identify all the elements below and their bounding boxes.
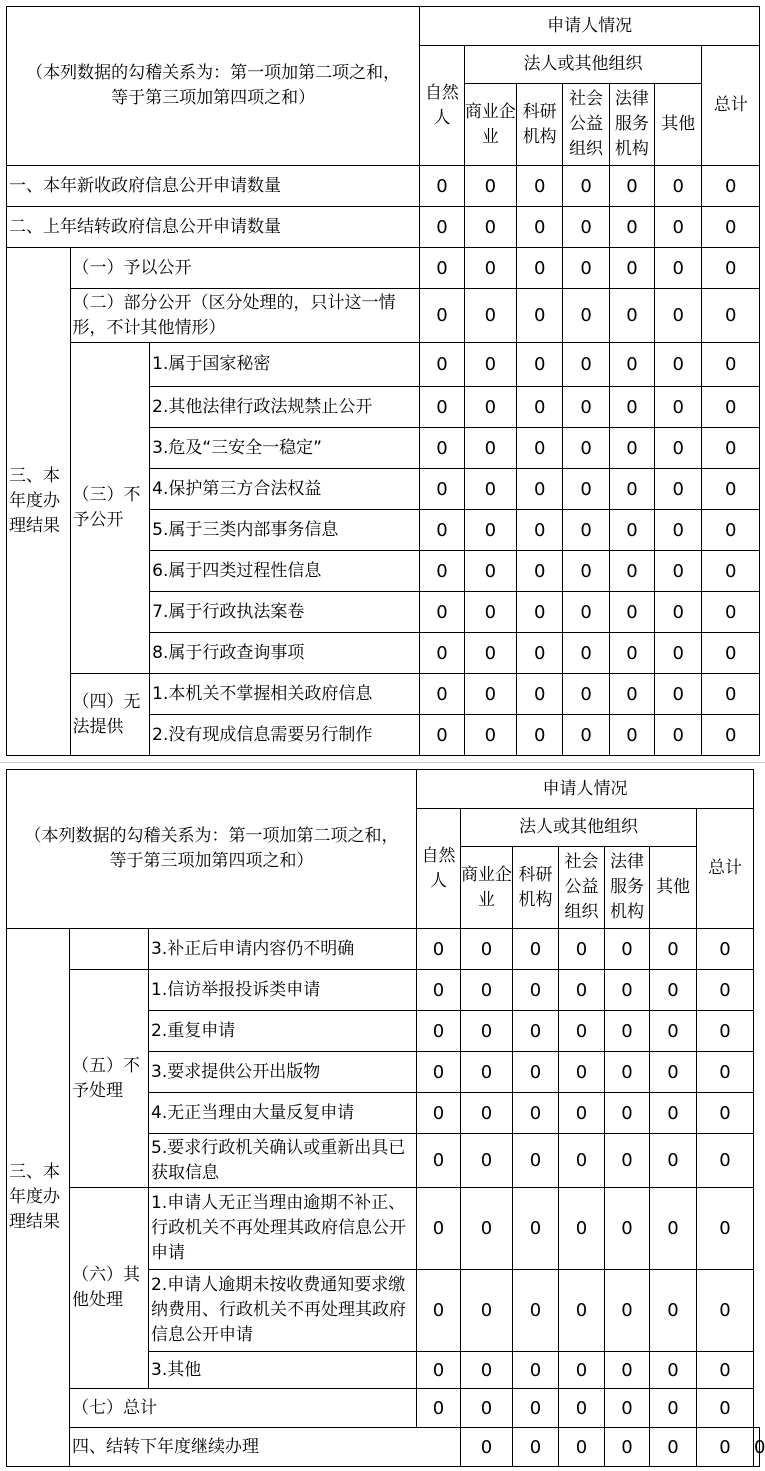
value-cell: 0 (605, 1011, 650, 1052)
value-cell: 0 (420, 248, 464, 289)
value-cell: 0 (702, 551, 760, 592)
org-col-header: 科研机构 (517, 84, 563, 166)
value-cell: 0 (605, 1134, 650, 1188)
value-cell: 0 (655, 428, 702, 469)
row-label: （七）总计 (70, 1389, 417, 1428)
org-col-header: 商业企业 (461, 847, 513, 929)
row-label: 四、结转下年度继续办理 (70, 1428, 461, 1467)
value-cell: 0 (702, 592, 760, 633)
value-cell: 0 (697, 929, 754, 970)
table-row (7, 1188, 760, 1270)
value-cell: 0 (417, 1052, 461, 1093)
row-label: 6.属于四类过程性信息 (150, 551, 420, 592)
value-cell: 0 (559, 929, 605, 970)
value-cell: 0 (697, 1134, 754, 1188)
value-cell: 0 (563, 510, 609, 551)
value-cell: 0 (559, 1052, 605, 1093)
value-cell: 0 (605, 1270, 650, 1352)
value-cell: 0 (420, 715, 464, 756)
row-label: 4.无正当理由大量反复申请 (149, 1093, 417, 1134)
value-cell: 0 (605, 1389, 650, 1428)
value-cell: 0 (559, 1389, 605, 1428)
value-cell: 0 (655, 551, 702, 592)
total-header: 总计 (697, 809, 754, 929)
value-cell: 0 (650, 1270, 697, 1352)
value-cell: 0 (513, 1428, 559, 1467)
value-cell: 0 (702, 469, 760, 510)
table-row (7, 207, 760, 248)
row-label: 4.保护第三方合法权益 (150, 469, 420, 510)
row-label: 8.属于行政查询事项 (150, 633, 420, 674)
legal-org-header: 法人或其他组织 (464, 46, 702, 84)
value-cell: 0 (517, 510, 563, 551)
row-label: （一）予以公开 (70, 248, 420, 289)
value-cell: 0 (702, 166, 760, 207)
value-cell: 0 (513, 1052, 559, 1093)
value-cell: 0 (609, 551, 654, 592)
value-cell: 0 (655, 510, 702, 551)
value-cell: 0 (702, 633, 760, 674)
applicant-header: 申请人情况 (417, 770, 754, 809)
table-row (7, 343, 760, 387)
value-cell: 0 (417, 1270, 461, 1352)
value-cell: 0 (559, 1270, 605, 1352)
value-cell: 0 (650, 929, 697, 970)
value-cell: 0 (702, 510, 760, 551)
value-cell: 0 (513, 1011, 559, 1052)
value-cell: 0 (650, 970, 697, 1011)
value-cell: 0 (420, 469, 464, 510)
value-cell: 0 (655, 207, 702, 248)
row-label: 5.要求行政机关确认或重新出具已获取信息 (149, 1134, 417, 1188)
value-cell: 0 (464, 343, 516, 387)
deny-group-label: （三）不予公开 (70, 343, 150, 674)
no-process-group-label: （五）不予处理 (70, 970, 149, 1188)
value-cell: 0 (420, 343, 464, 387)
table-row (7, 929, 760, 970)
value-cell: 0 (420, 166, 464, 207)
value-cell: 0 (563, 207, 609, 248)
row-label: 2.重复申请 (149, 1011, 417, 1052)
value-cell: 0 (609, 469, 654, 510)
row-label: 2.没有现成信息需要另行制作 (150, 715, 420, 756)
value-cell: 0 (420, 510, 464, 551)
value-cell: 0 (464, 715, 516, 756)
value-cell: 0 (609, 428, 654, 469)
value-cell: 0 (420, 289, 464, 343)
table-row (7, 166, 760, 207)
value-cell: 0 (517, 633, 563, 674)
value-cell: 0 (461, 1093, 513, 1134)
value-cell: 0 (517, 289, 563, 343)
value-cell: 0 (650, 1011, 697, 1052)
value-cell: 0 (517, 207, 563, 248)
value-cell: 0 (517, 592, 563, 633)
value-cell: 0 (609, 674, 654, 715)
unable-group-continued (70, 929, 149, 970)
value-cell: 0 (417, 1011, 461, 1052)
value-cell: 0 (417, 1389, 461, 1428)
value-cell: 0 (609, 343, 654, 387)
value-cell: 0 (563, 715, 609, 756)
value-cell: 0 (464, 592, 516, 633)
value-cell: 0 (605, 1428, 650, 1467)
row-label: 5.属于三类内部事务信息 (150, 510, 420, 551)
row-label: 1.本机关不掌握相关政府信息 (150, 674, 420, 715)
value-cell: 0 (697, 1270, 754, 1352)
value-cell: 0 (513, 1389, 559, 1428)
row-label: 1.属于国家秘密 (150, 343, 420, 387)
value-cell: 0 (464, 674, 516, 715)
value-cell: 0 (702, 715, 760, 756)
value-cell: 0 (702, 248, 760, 289)
value-cell: 0 (563, 166, 609, 207)
value-cell: 0 (655, 248, 702, 289)
value-cell: 0 (517, 343, 563, 387)
value-cell: 0 (461, 1134, 513, 1188)
stats-table-part1 (6, 6, 760, 756)
row-label: 二、上年结转政府信息公开申请数量 (7, 207, 420, 248)
value-cell: 0 (559, 1134, 605, 1188)
value-cell: 0 (417, 1093, 461, 1134)
value-cell: 0 (655, 715, 702, 756)
value-cell: 0 (650, 1052, 697, 1093)
value-cell: 0 (609, 248, 654, 289)
value-cell: 0 (563, 428, 609, 469)
value-cell: 0 (609, 592, 654, 633)
value-cell: 0 (517, 387, 563, 428)
value-cell: 0 (702, 289, 760, 343)
applicant-header: 申请人情况 (420, 7, 760, 46)
org-col-header: 社会公益组织 (559, 847, 605, 929)
value-cell: 0 (517, 428, 563, 469)
value-cell: 0 (464, 428, 516, 469)
value-cell: 0 (697, 1428, 754, 1467)
value-cell: 0 (650, 1428, 697, 1467)
value-cell: 0 (605, 970, 650, 1011)
natural-person-header: 自然人 (420, 46, 464, 166)
value-cell: 0 (513, 1093, 559, 1134)
value-cell: 0 (609, 387, 654, 428)
unable-group-label: （四）无法提供 (70, 674, 150, 756)
value-cell: 0 (513, 970, 559, 1011)
value-cell: 0 (461, 929, 513, 970)
total-header: 总计 (702, 46, 760, 166)
value-cell: 0 (609, 289, 654, 343)
row-label: 1.申请人无正当理由逾期不补正、行政机关不再处理其政府信息公开申请 (149, 1188, 417, 1270)
org-col-header: 其他 (650, 847, 697, 929)
value-cell: 0 (655, 343, 702, 387)
other-process-group-label: （六）其他处理 (70, 1188, 149, 1389)
value-cell: 0 (420, 674, 464, 715)
table-row (7, 1428, 760, 1467)
value-cell: 0 (513, 1134, 559, 1188)
row-label: 1.信访举报投诉类申请 (149, 970, 417, 1011)
value-cell: 0 (517, 166, 563, 207)
value-cell: 0 (461, 1389, 513, 1428)
value-cell: 0 (697, 1052, 754, 1093)
value-cell: 0 (605, 1052, 650, 1093)
value-cell: 0 (697, 970, 754, 1011)
value-cell: 0 (563, 387, 609, 428)
row-label: （二）部分公开（区分处理的，只计这一情形，不计其他情形） (70, 289, 420, 343)
value-cell: 0 (609, 715, 654, 756)
value-cell: 0 (513, 1352, 559, 1389)
value-cell: 0 (655, 469, 702, 510)
value-cell: 0 (650, 1188, 697, 1270)
value-cell: 0 (702, 207, 760, 248)
table-row (7, 1389, 760, 1428)
table-row (7, 289, 760, 343)
value-cell: 0 (417, 970, 461, 1011)
value-cell: 0 (609, 633, 654, 674)
value-cell: 0 (517, 469, 563, 510)
value-cell: 0 (605, 1188, 650, 1270)
value-cell: 0 (464, 387, 516, 428)
table-row (7, 248, 760, 289)
checksum-note-header: （本列数据的勾稽关系为：第一项加第二项之和， 等于第三项加第四项之和） (7, 7, 420, 166)
value-cell: 0 (559, 1093, 605, 1134)
value-cell: 0 (461, 970, 513, 1011)
value-cell: 0 (559, 970, 605, 1011)
value-cell: 0 (563, 248, 609, 289)
result-section-label: 三、本年度办理结果 (7, 929, 70, 1467)
value-cell: 0 (559, 1428, 605, 1467)
value-cell: 0 (702, 674, 760, 715)
value-cell: 0 (563, 551, 609, 592)
value-cell: 0 (517, 551, 563, 592)
value-cell: 0 (655, 387, 702, 428)
value-cell: 0 (464, 510, 516, 551)
value-cell: 0 (420, 207, 464, 248)
value-cell: 0 (517, 248, 563, 289)
org-col-header: 商业企业 (464, 84, 516, 166)
value-cell: 0 (697, 1188, 754, 1270)
value-cell: 0 (461, 1188, 513, 1270)
value-cell: 0 (513, 1188, 559, 1270)
value-cell: 0 (559, 1352, 605, 1389)
value-cell: 0 (609, 166, 654, 207)
row-label: 2.申请人逾期未按收费通知要求缴纳费用、行政机关不再处理其政府信息公开申请 (149, 1270, 417, 1352)
value-cell: 0 (420, 387, 464, 428)
value-cell: 0 (609, 510, 654, 551)
value-cell: 0 (559, 1011, 605, 1052)
row-label: 3.其他 (149, 1352, 417, 1389)
value-cell: 0 (563, 289, 609, 343)
value-cell: 0 (609, 207, 654, 248)
value-cell: 0 (605, 1093, 650, 1134)
value-cell: 0 (563, 592, 609, 633)
value-cell: 0 (513, 929, 559, 970)
value-cell: 0 (702, 387, 760, 428)
value-cell: 0 (697, 1389, 754, 1428)
row-label: 2.其他法律行政法规禁止公开 (150, 387, 420, 428)
checksum-note-header: （本列数据的勾稽关系为：第一项加第二项之和， 等于第三项加第四项之和） (7, 770, 417, 929)
value-cell: 0 (563, 633, 609, 674)
org-col-header: 科研机构 (513, 847, 559, 929)
row-label: 7.属于行政执法案卷 (150, 592, 420, 633)
value-cell: 0 (655, 166, 702, 207)
value-cell: 0 (702, 343, 760, 387)
value-cell: 0 (461, 1011, 513, 1052)
value-cell: 0 (417, 1188, 461, 1270)
org-col-header: 其他 (655, 84, 702, 166)
result-section-label: 三、本年度办理结果 (7, 248, 71, 756)
value-cell: 0 (420, 633, 464, 674)
value-cell: 0 (650, 1352, 697, 1389)
row-label: 3.要求提供公开出版物 (149, 1052, 417, 1093)
value-cell: 0 (420, 592, 464, 633)
natural-person-header: 自然人 (417, 809, 461, 929)
page-divider (0, 762, 765, 763)
value-cell: 0 (464, 248, 516, 289)
value-cell: 0 (650, 1093, 697, 1134)
table-row (7, 970, 760, 1011)
value-cell: 0 (697, 1352, 754, 1389)
table-row (7, 674, 760, 715)
value-cell: 0 (655, 674, 702, 715)
stats-table-part2 (6, 769, 765, 1467)
value-cell: 0 (650, 1389, 697, 1428)
value-cell: 0 (461, 1428, 513, 1467)
value-cell: 0 (464, 289, 516, 343)
value-cell: 0 (417, 1134, 461, 1188)
value-cell: 0 (655, 289, 702, 343)
value-cell: 0 (461, 1270, 513, 1352)
value-cell: 0 (655, 633, 702, 674)
org-col-header: 法律服务机构 (609, 84, 654, 166)
value-cell: 0 (417, 1352, 461, 1389)
value-cell: 0 (517, 674, 563, 715)
value-cell: 0 (697, 1011, 754, 1052)
value-cell: 0 (605, 929, 650, 970)
value-cell: 0 (655, 592, 702, 633)
row-label: 3.危及“三安全一稳定” (150, 428, 420, 469)
value-cell: 0 (464, 469, 516, 510)
value-cell: 0 (420, 428, 464, 469)
value-cell: 0 (417, 929, 461, 970)
value-cell: 0 (464, 207, 516, 248)
org-col-header: 法律服务机构 (605, 847, 650, 929)
org-col-header: 社会公益组织 (563, 84, 609, 166)
value-cell: 0 (605, 1352, 650, 1389)
value-cell: 0 (563, 674, 609, 715)
value-cell: 0 (420, 551, 464, 592)
value-cell: 0 (702, 428, 760, 469)
value-cell: 0 (754, 1428, 760, 1467)
legal-org-header: 法人或其他组织 (461, 809, 697, 847)
value-cell: 0 (464, 633, 516, 674)
value-cell: 0 (563, 343, 609, 387)
value-cell: 0 (563, 469, 609, 510)
value-cell: 0 (464, 166, 516, 207)
row-label: 一、本年新收政府信息公开申请数量 (7, 166, 420, 207)
value-cell: 0 (517, 715, 563, 756)
value-cell: 0 (697, 1093, 754, 1134)
value-cell: 0 (513, 1270, 559, 1352)
value-cell: 0 (461, 1052, 513, 1093)
row-label: 3.补正后申请内容仍不明确 (149, 929, 417, 970)
value-cell: 0 (461, 1352, 513, 1389)
value-cell: 0 (650, 1134, 697, 1188)
value-cell: 0 (559, 1188, 605, 1270)
value-cell: 0 (464, 551, 516, 592)
